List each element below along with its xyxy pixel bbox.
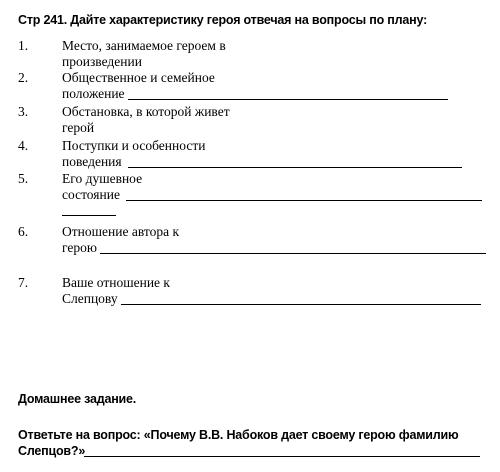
item-label-7-line1: Ваше отношение к [62,275,170,290]
homework-title: Домашнее задание. [18,392,137,406]
homework-question-line2: Слепцов?» [18,444,86,458]
item-number-7: 7. [18,275,29,290]
item-number-1: 1. [18,38,29,53]
item-number-5: 5. [18,171,29,186]
item-label-3-line1: Обстановка, в которой живет [62,104,230,119]
item-label-2-line1: Общественное и семейное [62,70,215,85]
item-label-5-line1: Его душевное [62,171,143,186]
answer-line-5a[interactable] [126,200,482,201]
answer-line-6[interactable] [100,253,486,254]
item-number-3: 3. [18,104,29,119]
answer-line-5b[interactable] [62,215,116,216]
item-label-4-line2: поведения [62,154,122,169]
item-label-6-line2: герою [62,240,97,255]
answer-line-2[interactable] [128,99,448,100]
item-label-1-line2: произведении [62,54,142,69]
item-label-4-line1: Поступки и особенности [62,138,206,153]
answer-line-4[interactable] [128,167,462,168]
item-number-6: 6. [18,224,29,239]
answer-line-7[interactable] [121,304,481,305]
item-label-3-line2: герой [62,120,95,135]
item-label-5-line2: состояние [62,187,120,202]
homework-question-line1: Ответьте на вопрос: «Почему В.В. Набоков дает своему герою фамилию [18,428,459,442]
item-label-2-line2: положение [62,86,125,101]
item-number-2: 2. [18,70,29,85]
item-label-6-line1: Отношение автора к [62,224,180,239]
item-label-1-line1: Место, занимаемое героем в [62,38,226,53]
item-label-7-line2: Слепцову [62,291,118,306]
worksheet-heading: Стр 241. Дайте характеристику героя отвечая на вопросы по плану: [18,13,428,27]
homework-answer-line[interactable] [84,456,480,457]
item-number-4: 4. [18,138,29,153]
